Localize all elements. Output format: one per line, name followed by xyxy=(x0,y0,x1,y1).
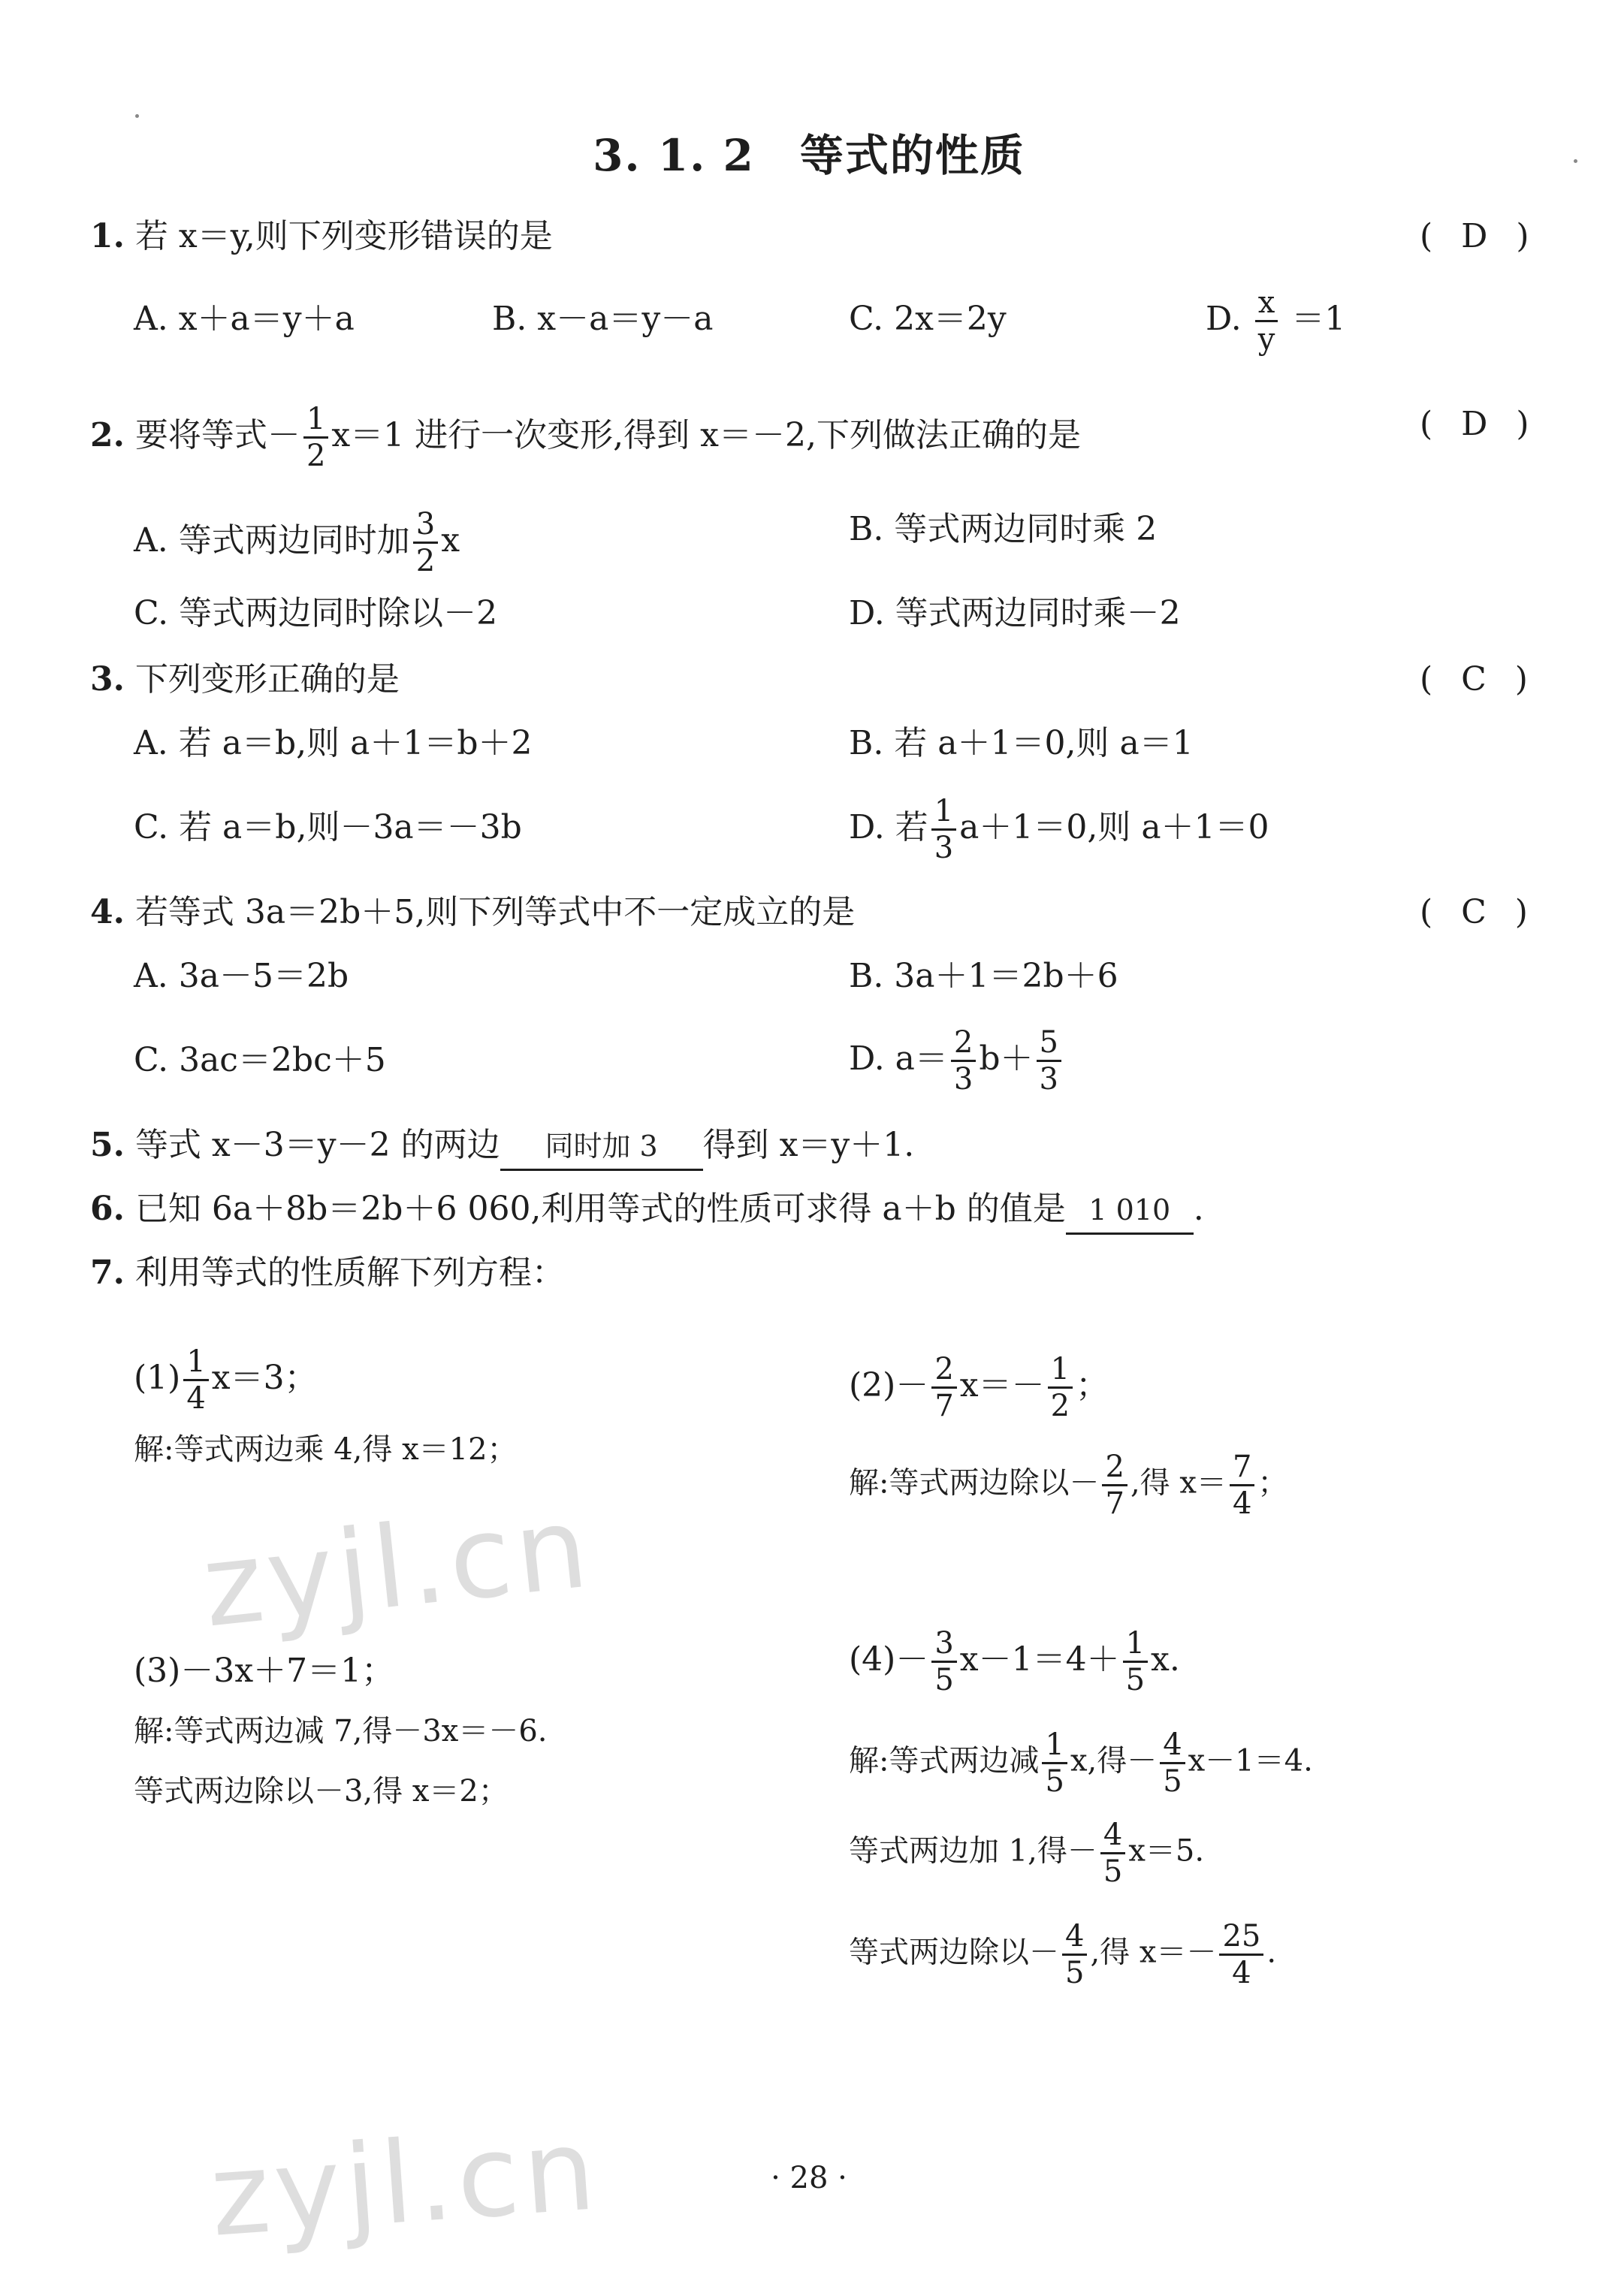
fraction-1 xyxy=(1102,1450,1127,1521)
q4-d-fraction-2 xyxy=(1037,1025,1061,1097)
q3-text: 下列变形正确的是 xyxy=(134,660,400,698)
q2-option-d: D. 等式两边同时乘－2 xyxy=(849,594,1181,632)
q5 xyxy=(90,1123,914,1171)
equation-mid: x＝－ xyxy=(959,1366,1045,1404)
solution-text: 等式两边除以－ xyxy=(849,1935,1059,1970)
numerator: 1 xyxy=(1042,1727,1067,1764)
fraction xyxy=(1100,1818,1125,1889)
q2-a-var: x xyxy=(441,521,460,560)
q6-blank-answer: 1 010 xyxy=(1066,1187,1194,1235)
q1-d-fraction xyxy=(1255,285,1278,357)
part-label: (1) xyxy=(134,1359,181,1397)
q1-number: 1. xyxy=(90,217,125,255)
q3-d-rest: a＋1＝0,则 a＋1＝0 xyxy=(959,808,1269,846)
fraction-2 xyxy=(1219,1919,1263,1990)
fraction-1 xyxy=(931,1352,956,1423)
fraction-2 xyxy=(1160,1727,1185,1799)
scan-speck xyxy=(135,114,139,118)
denominator: 7 xyxy=(934,1389,954,1423)
q1-option-b: B. x－a＝y－a xyxy=(492,300,714,338)
q2-number: 2. xyxy=(90,416,125,454)
solution-mid: ,得 x＝－ xyxy=(1090,1935,1217,1970)
denominator: 4 xyxy=(1232,1956,1251,1990)
q7-number: 7. xyxy=(90,1254,125,1292)
numerator: 1 xyxy=(1048,1352,1073,1389)
q3-number: 3. xyxy=(90,660,125,698)
q2-a-fraction xyxy=(413,507,438,578)
numerator: 7 xyxy=(1230,1450,1254,1486)
solution-end: . xyxy=(1266,1935,1277,1970)
q7-part1 xyxy=(134,1344,318,1416)
denominator: 5 xyxy=(1065,1956,1085,1990)
q4-answer: ( C ) xyxy=(1420,893,1537,931)
numerator: 4 xyxy=(1160,1727,1185,1764)
q4-option-b: B. 3a＋1＝2b＋6 xyxy=(849,957,1118,995)
page-title: 3. 1. 2 等式的性质 xyxy=(593,130,1025,181)
q5-text-post: 得到 x＝y＋1. xyxy=(702,1126,915,1164)
q4-number: 4. xyxy=(90,893,125,931)
solution-mid: ,得 x＝ xyxy=(1130,1465,1227,1501)
q3-stem xyxy=(90,657,400,702)
q2-text-post: x＝1 进行一次变形,得到 x＝－2,下列做法正确的是 xyxy=(331,416,1081,454)
q6 xyxy=(90,1187,1204,1235)
q7-stem xyxy=(90,1251,565,1296)
equation-end: x. xyxy=(1151,1640,1180,1679)
equation-mid: x－1＝4＋ xyxy=(959,1640,1120,1679)
solution-text: 解:等式两边除以－ xyxy=(849,1465,1100,1501)
q2-stem xyxy=(90,402,1081,473)
numerator: 3 xyxy=(413,507,438,544)
q4-option-c: C. 3ac＝2bc＋5 xyxy=(134,1041,386,1079)
q1-answer: ( D ) xyxy=(1420,217,1538,255)
q1-text: 若 x＝y,则下列变形错误的是 xyxy=(134,217,553,255)
q1-d-rest: ＝1 xyxy=(1291,300,1346,338)
numerator: 3 xyxy=(931,1626,956,1663)
q1-d-label: D. xyxy=(1206,300,1242,338)
q3-d-text: D. 若 xyxy=(849,808,928,846)
q3-option-b: B. 若 a＋1＝0,则 a＝1 xyxy=(849,724,1194,762)
q7-part1-solution: 解:等式两边乘 4,得 x＝12； xyxy=(134,1432,518,1467)
denominator: 2 xyxy=(415,544,436,578)
q3-d-fraction xyxy=(931,794,956,865)
denominator: 3 xyxy=(934,831,954,865)
numerator: 5 xyxy=(1037,1025,1061,1062)
q1-option-c: C. 2x＝2y xyxy=(849,300,1007,338)
watermark-bottom: zyjl.cn xyxy=(206,2104,604,2262)
numerator: 4 xyxy=(1100,1818,1125,1854)
fraction-2 xyxy=(1048,1352,1073,1423)
q6-text-pre: 已知 6a＋8b＝2b＋6 060,利用等式的性质可求得 a＋b 的值是 xyxy=(134,1190,1066,1228)
watermark-top: zyjl.cn xyxy=(197,1482,598,1653)
numerator: 4 xyxy=(1062,1919,1087,1956)
denominator: 2 xyxy=(1050,1389,1070,1423)
page-number: · 28 · xyxy=(771,2161,847,2195)
solution-mid: x,得－ xyxy=(1070,1743,1158,1779)
fraction-2 xyxy=(1230,1450,1254,1521)
numerator: 2 xyxy=(951,1025,976,1062)
q5-number: 5. xyxy=(90,1126,125,1164)
q2-answer: ( D ) xyxy=(1420,405,1538,443)
numerator: 1 xyxy=(1123,1626,1148,1663)
q7-text: 利用等式的性质解下列方程： xyxy=(134,1254,565,1292)
denominator: 5 xyxy=(1163,1764,1182,1799)
part-label: (4)－ xyxy=(849,1640,929,1679)
fraction-1 xyxy=(1042,1727,1067,1799)
scan-speck xyxy=(1574,159,1577,163)
numerator: x xyxy=(1255,285,1278,322)
denominator: 4 xyxy=(186,1381,206,1416)
solution-text: 等式两边加 1,得－ xyxy=(849,1833,1097,1869)
q7-part4-solution-3 xyxy=(849,1919,1276,1990)
solution-text: 解:等式两边减 xyxy=(849,1743,1040,1779)
solution-end: x－1＝4. xyxy=(1188,1743,1313,1779)
fraction xyxy=(183,1344,208,1416)
denominator: 5 xyxy=(1045,1764,1064,1799)
part-label: (2)－ xyxy=(849,1366,929,1404)
denominator: 7 xyxy=(1105,1486,1124,1521)
q1-stem xyxy=(90,214,553,259)
q3-option-c: C. 若 a＝b,则－3a＝－3b xyxy=(134,808,522,846)
numerator: 2 xyxy=(931,1352,956,1389)
denominator: y xyxy=(1257,322,1275,357)
q4-option-d xyxy=(849,1025,1064,1097)
fraction-1 xyxy=(1062,1919,1087,1990)
fraction-1 xyxy=(931,1626,956,1697)
q6-number: 6. xyxy=(90,1190,125,1228)
denominator: 2 xyxy=(306,439,326,473)
q4-d-text: D. a＝ xyxy=(849,1039,948,1078)
q4-d-mid: b＋ xyxy=(979,1039,1034,1078)
q4-option-a: A. 3a－5＝2b xyxy=(134,957,349,995)
fraction-2 xyxy=(1123,1626,1148,1697)
q2-option-c: C. 等式两边同时除以－2 xyxy=(134,594,498,632)
denominator: 5 xyxy=(1125,1663,1146,1697)
q7-part3: (3)－3x＋7＝1； xyxy=(134,1652,395,1690)
q7-part2 xyxy=(849,1352,1109,1423)
equation-rest: x＝3； xyxy=(211,1359,318,1397)
solution-end: ； xyxy=(1257,1465,1288,1501)
q7-part3-solution-1: 解:等式两边减 7,得－3x＝－6. xyxy=(134,1714,548,1748)
q2-text-pre: 要将等式－ xyxy=(134,416,300,454)
q2-option-a xyxy=(134,507,460,578)
q7-part4-solution-2 xyxy=(849,1818,1204,1889)
numerator: 2 xyxy=(1102,1450,1127,1486)
q4-stem xyxy=(90,890,855,935)
numerator: 1 xyxy=(183,1344,208,1381)
denominator: 5 xyxy=(934,1663,954,1697)
q6-text-post: . xyxy=(1193,1190,1204,1228)
denominator: 4 xyxy=(1232,1486,1252,1521)
q7-part2-solution xyxy=(849,1450,1287,1521)
q1-option-d xyxy=(1206,285,1345,357)
q5-blank-answer: 同时加 3 xyxy=(500,1124,703,1171)
equation-end: ； xyxy=(1076,1366,1109,1404)
numerator: 1 xyxy=(931,794,956,831)
q7-part4-solution-1 xyxy=(849,1727,1313,1799)
q7-part4 xyxy=(849,1626,1180,1697)
q2-option-b: B. 等式两边同时乘 2 xyxy=(849,510,1158,548)
q4-text: 若等式 3a＝2b＋5,则下列等式中不一定成立的是 xyxy=(134,893,856,931)
q5-text-pre: 等式 x－3＝y－2 的两边 xyxy=(134,1126,500,1164)
q3-option-d xyxy=(849,794,1269,865)
solution-end: x＝5. xyxy=(1128,1833,1205,1869)
q7-part3-solution-2: 等式两边除以－3,得 x＝2； xyxy=(134,1774,509,1809)
q2-a-text: A. 等式两边同时加 xyxy=(134,521,410,560)
q2-fraction xyxy=(303,402,328,473)
denominator: 5 xyxy=(1103,1854,1123,1889)
denominator: 3 xyxy=(1039,1062,1058,1097)
numerator: 25 xyxy=(1219,1919,1263,1956)
q4-d-fraction-1 xyxy=(951,1025,976,1097)
numerator: 1 xyxy=(303,402,328,439)
denominator: 3 xyxy=(953,1062,974,1097)
q3-answer: ( C ) xyxy=(1420,660,1537,698)
q1-option-a: A. x＋a＝y＋a xyxy=(134,300,355,338)
q3-option-a: A. 若 a＝b,则 a＋1＝b＋2 xyxy=(134,724,533,762)
